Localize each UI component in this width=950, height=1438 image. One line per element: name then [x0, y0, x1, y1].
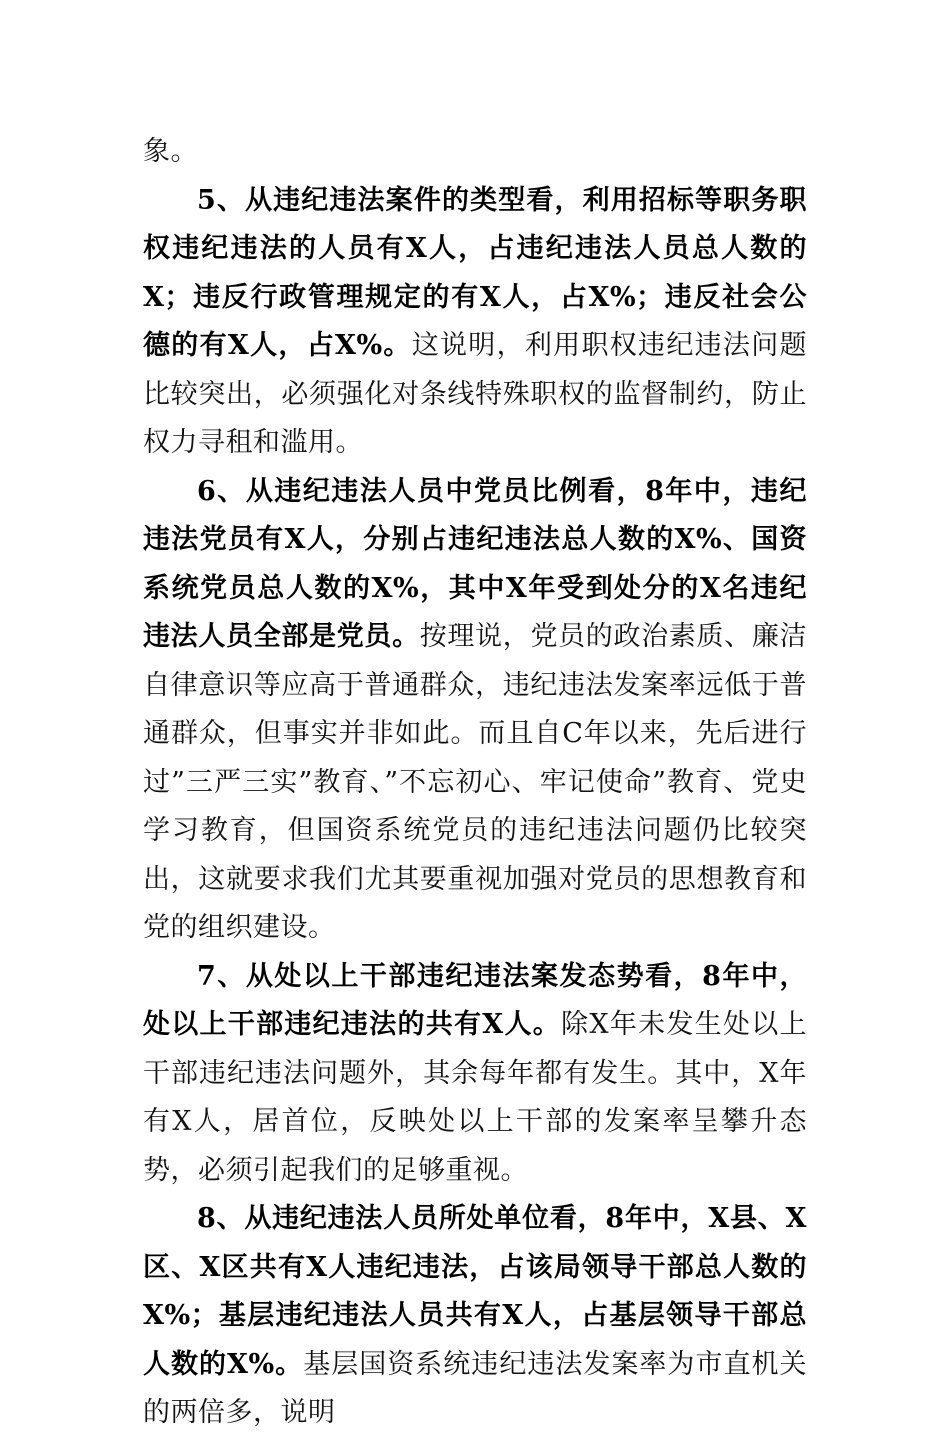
paragraph-item-7 [143, 953, 807, 1196]
paragraph-text: 象。 [143, 136, 198, 167]
document-body [143, 128, 807, 1438]
paragraph-bold-lead: 5、从违纪违法案件的类型看，利用招标等职务职权违纪违法的人员有X人，占违纪违法人员总人数的X；违反行政管理规定的有X人，占X%；违反社会公德的有X人，占X%。 [143, 184, 807, 361]
paragraph-item-6 [143, 468, 807, 953]
paragraph-continuation [143, 128, 807, 177]
paragraph-bold-lead: 7、从处以上干部违纪违法案发态势看，8年中，处以上干部违纪违法的共有X人。 [143, 960, 807, 1040]
paragraph-bold-lead: 8、从违纪违法人员所处单位看，8年中，X县、X区、X区共有X人违纪违法，占该局领导干部总人数的X%；基层违纪违法人员共有X人，占基层领导干部总人数的X%。 [143, 1203, 807, 1380]
paragraph-text: 这说明，利用职权违纪违法问题比较突出，必须强化对条线特殊职权的监督制约，防止权力寻租和滥用。 [143, 330, 807, 458]
paragraph-text: 基层国资系统违纪违法发案率为市直机关的两倍多，说明 [143, 1348, 808, 1428]
paragraph-bold-lead: 6、从违纪违法人员中党员比例看，8年中，违纪违法党员有X人，分别占违纪违法总人数的X%、国资系统党员总人数的X%，其中X年受到处分的X名违纪违法人员全部是党员。 [143, 475, 807, 652]
paragraph-text: 除X年未发生处以上干部违纪违法问题外，其余每年都有发生。其中，X年有X人，居首位，反映处以上干部的发案率呈攀升态势，必须引起我们的足够重视。 [143, 1009, 807, 1186]
paragraph-text: 按理说，党员的政治素质、廉洁自律意识等应高于普通群众，违纪违法发案率远低于普通群众，但事实并非如此。而且自C年以来，先后进行过”三严三实”教育、”不忘初心、牢记使命”教育、党史学习教育，但国资系统党员的违纪违法问题仍比较突出，这就要求我们尤其要重视加强对党员的思想教育和党的组织建设。 [143, 621, 808, 943]
paragraph-item-8 [143, 1195, 807, 1438]
paragraph-item-5 [143, 177, 807, 468]
